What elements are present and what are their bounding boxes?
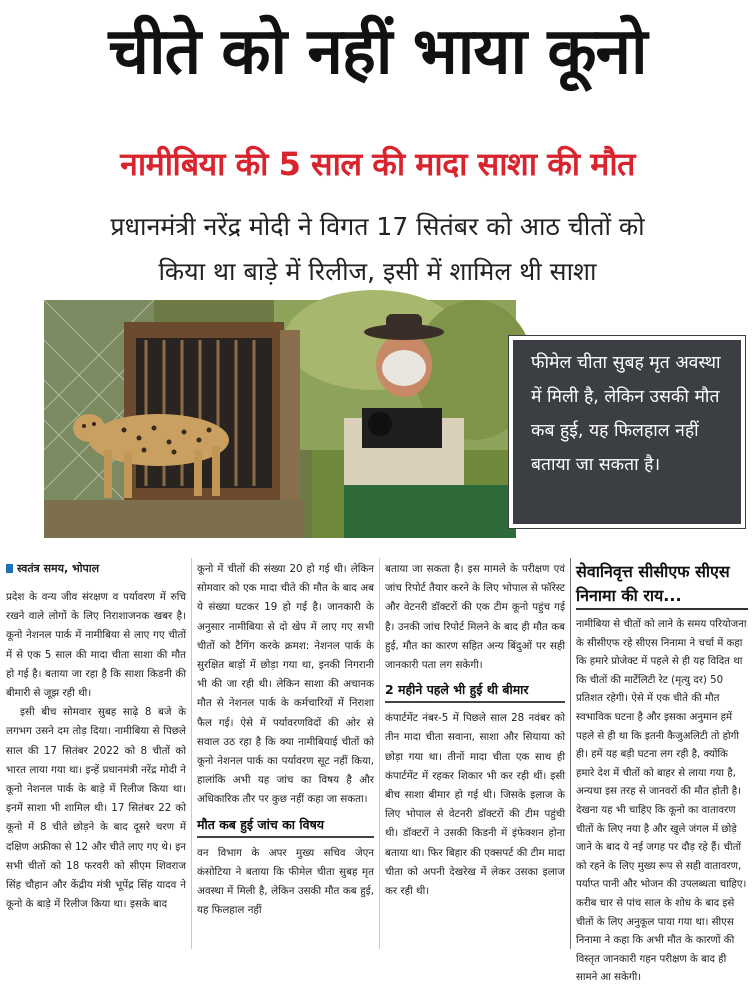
section-subhead: मौत कब हुई जांच का विषय [197, 814, 374, 838]
paragraph: इसी बीच सोमवार सुबह साढ़े 8 बजे के लगभग उसने दम तोड़ दिया। नामीबिया से पिछले साल की 17 सितंबर 2022 को 8 चीतों को भारत लाया गया था। इन्हें प्रधानमंत्री नरेंद्र मोदी ने कूनो नेशनल पार्क के बाड़े में रिलीज किया था। इनमें साशा भी शामिल थी। 17 सितंबर 22 को कूनो में 8 चीते छोड़ने के बाद दूसरे चरण में दक्षिण अफ्रीका से 12 और चीते लाए गए थे। इन सभी चीतों को 18 फरवरी को सीएम शिवराज सिंह चौहान और केंद्रीय मंत्री भूपेंद्र सिंह यादव ने कूनो के बाड़े में रिलीज किया था। इसके बाद [6, 706, 186, 911]
deck-line-2: किया था बाड़े में रिलीज, इसी में शामिल थी साशा [158, 257, 597, 286]
paragraph: बताया जा सकता है। इस मामले के परीक्षण एवं जांच रिपोर्ट तैयार करने के लिए भोपाल से फॉरेस्ट और वेटनरी डॉक्टरों की एक टीम कूनो पहुंच गई है। उनकी जांच रिपोर्ट मिलने के बाद ही मौत कब हुई, मौत का कारण सहित अन्य बिंदुओं पर सही जानकारी पता लग सकेगी। [385, 563, 565, 672]
deck-line-1: प्रधानमंत्री नरेंद्र मोदी ने विगत 17 सितंबर को आठ चीतों को [110, 212, 645, 241]
sidebar-opinion [576, 560, 748, 984]
sidebar-title: सेवानिवृत्त सीसीएफ सीएस निनामा की राय... [576, 560, 748, 610]
headline: चीते को नहीं भाया कूनो [108, 15, 647, 89]
byline [6, 560, 186, 578]
article-column-3 [385, 560, 565, 949]
news-photo [44, 300, 516, 538]
column-divider [570, 558, 571, 949]
subheadline: नामीबिया की 5 साल की मादा साशा की मौत [120, 145, 635, 183]
paragraph: कंपार्टमेंट नंबर-5 में पिछले साल 28 नवंबर को तीन मादा चीता सवाना, साशा और सियाया को छोड़ा गया था। तीनों मादा चीता एक साथ ही कंपार्टमेंट में रहकर शिकार भी कर रही थीं। इसी बीच साशा बीमार हो गई थी। जिसके इलाज के लिए भोपाल से वेटनरी डॉक्टरों की टीम पहुंची थी। डॉक्टरों ने उसकी किडनी में इंफेक्शन होना बताया था। फिर बिहार की एक्सपर्ट की टीम मादा चीता को अपनी देखरेख में लेकर उसका इलाज कर रही थी। [385, 712, 565, 898]
byline-marker-icon [6, 564, 13, 573]
article-column-1 [6, 560, 186, 949]
paragraph: कूनो में चीतों की संख्या 20 हो गई थी। लेकिन सोमवार को एक मादा चीते की मौत के बाद अब ये संख्या घटकर 19 हो गई है। जानकारी के अनुसार नामीबिया से दो खेप में लाए गए सभी चीतों को टैगिंग करके क्रमश: नेशनल पार्क के सुरक्षित बाड़ों में छोड़ा गया था, इनकी निगरानी भी की जा रही थी। लेकिन साशा की अचानक मौत से नेशनल पार्क के कर्मचारियों में निराशा फैल गई। ऐसे में पर्यावरणविदों की ओर से सवाल उठ रहा है कि क्या नामीबियाई चीतों को कूनो नेशनल पार्क का पर्यावरण सूट नहीं किया, हालांकि अभी यह जांच का विषय है और अधिकारिक तौर पर कुछ नहीं कहा जा सकता। [197, 563, 374, 806]
column-divider [379, 558, 380, 949]
sidebar-text: नामीबिया से चीतों को लाने के समय परियोजना के सीसीएफ रहे सीएस निनामा ने चर्चा में कहा कि हमारे प्रोजेक्ट में पहले से ही यह विदित था कि चीतों की मार्टेलिटी रेट (मृत्यु दर) 50 प्रतिशत रहेगी। ऐसे में एक चीते की मौत स्वभाविक घटना है और इसका अनुमान हमें पहले से ही था कि इतनी कैजुअलिटी तो होगी ही। हमें यह बड़ी घटना लग रही है, क्योंकि हमारे देश में चीतों को बाहर से लाया गया है, अन्यथा इस तरह से जानवरों की मौत होती है। देखना यह भी चाहिए कि कूनो का वातावरण चीतों के लिए नया है और खुले जंगल में छोड़े जाने के बाद ये नई जगह पर दौड़ रहे हैं। चीतों को रहने के लिए मुख्य रूप से सही वातावरण, पर्याप्त पानी और भोजन की उपलब्धता चाहिए। करीब चार से पांच साल के शोध के बाद इसे चीतों के लिए अनुकूल पाया गया था। सीएस निनामा ने कहा कि अभी मौत के कारणों की विस्तृत जानकारी गहन परीक्षण के बाद ही सामने आ सकेगी। [576, 619, 747, 984]
section-subhead: 2 महीने पहले भी हुई थी बीमार [385, 679, 565, 703]
pull-quote-callout: फीमेल चीता सुबह मृत अवस्था में मिली है, लेकिन उसकी मौत कब हुई, यह फिलहाल नहीं बताया जा सकता है। [509, 336, 745, 528]
byline-text: स्वतंत्र समय, भोपाल [17, 562, 100, 575]
deck [14, 204, 741, 294]
column-divider [191, 558, 192, 949]
paragraph: वन विभाग के अपर मुख्य सचिव जेएन कंसोटिया ने बताया कि फीमेल चीता सुबह मृत अवस्था में मिली है, लेकिन उसकी मौत कब हुई, यह फिलहाल नहीं [197, 846, 374, 917]
article-column-2 [197, 560, 374, 949]
paragraph: प्रदेश के वन्य जीव संरक्षण व पर्यावरण में रुचि रखने वाले लोगों के लिए निराशाजनक खबर है। कूनो नेशनल पार्क में नामीबिया से लाए गए चीतों में से एक 5 साल की मादा चीता साशा की मौत हो गई है। बताया जा रहा है कि साशा किडनी की बीमारी से जूझ रही थी। [6, 591, 186, 700]
